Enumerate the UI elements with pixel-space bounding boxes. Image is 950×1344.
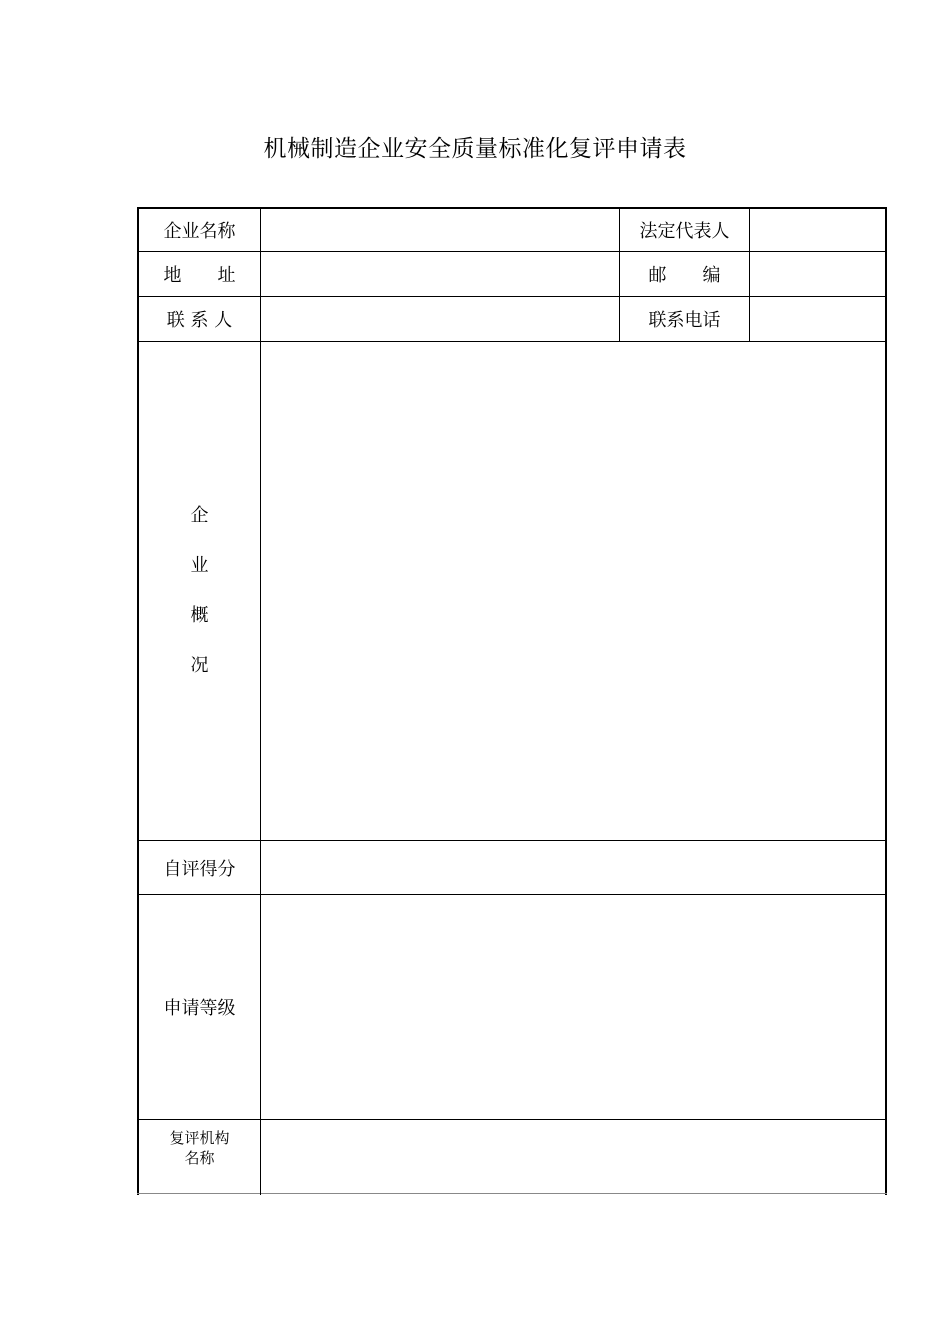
self-score-field[interactable] <box>261 841 885 894</box>
address-field[interactable] <box>261 252 619 296</box>
overview-char: 业 <box>190 555 209 576</box>
application-form <box>137 207 887 1195</box>
apply-level-field[interactable] <box>261 895 885 1119</box>
contact-field[interactable] <box>261 297 619 341</box>
address-label: 地 址 <box>163 265 236 286</box>
overview-field[interactable] <box>261 342 885 840</box>
legal-rep-field[interactable] <box>750 209 885 251</box>
border-bottom <box>137 1193 887 1194</box>
company-name-field[interactable] <box>261 209 619 251</box>
postcode-field[interactable] <box>750 252 885 296</box>
border-right <box>885 207 887 1195</box>
phone-label: 联系电话 <box>648 310 721 331</box>
self-score-label: 自评得分 <box>163 858 236 880</box>
overview-char: 概 <box>190 605 209 626</box>
page-title: 机械制造企业安全质量标准化复评申请表 <box>263 136 687 162</box>
apply-level-label: 申请等级 <box>163 998 236 1019</box>
company-name-label: 企业名称 <box>163 221 236 242</box>
legal-rep-label: 法定代表人 <box>639 221 730 242</box>
overview-char: 况 <box>190 655 209 676</box>
overview-char: 企 <box>190 505 209 526</box>
review-org-label-line: 复评机构 <box>169 1129 230 1147</box>
review-org-label <box>139 1120 260 1180</box>
review-org-field[interactable] <box>261 1120 885 1193</box>
review-org-label-line: 名称 <box>184 1149 215 1167</box>
contact-label: 联 系 人 <box>166 310 233 331</box>
phone-field[interactable] <box>750 297 885 341</box>
overview-label <box>139 342 260 840</box>
postcode-label: 邮 编 <box>648 265 721 286</box>
